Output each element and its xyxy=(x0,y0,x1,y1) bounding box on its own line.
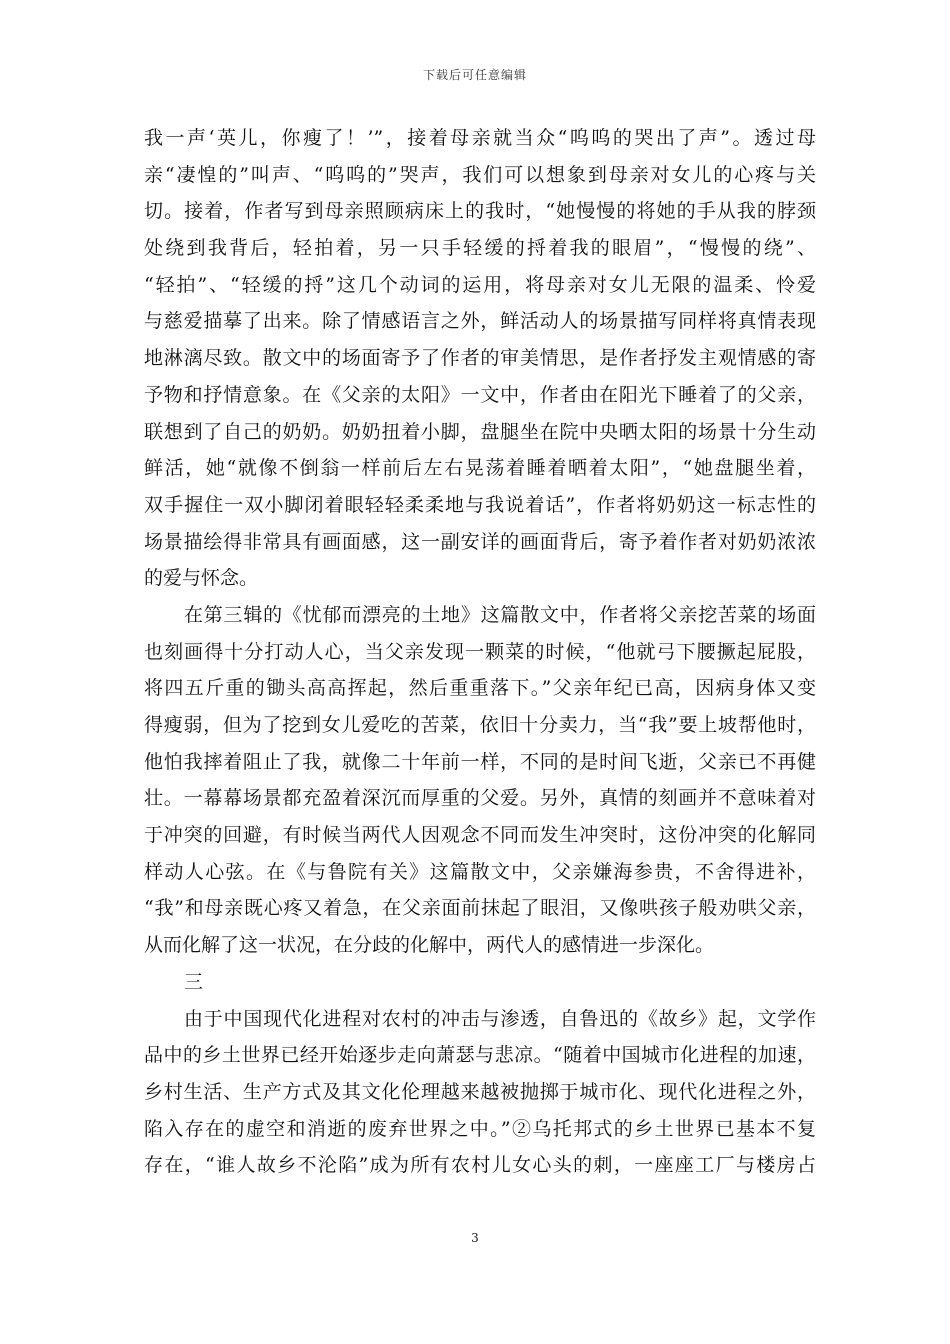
text-line-paragraph-end: 从而化解了这一状况，在分歧的化解中，两代人的感情进一步深化。 xyxy=(144,934,715,957)
text-line: 处绕到我背后，轻拍着，另一只手轻缓的捋着我的眼眉”，“慢慢的绕”、 xyxy=(144,237,816,260)
text-line: 样动人心弦。在《与鲁院有关》这篇散文中，父亲嫌海参贵，不舍得进补， xyxy=(144,860,816,883)
text-line: 壮。一幕幕场景都充盈着深沉而厚重的父爱。另外，真情的刻画并不意味着对 xyxy=(144,787,816,810)
text-line-paragraph-end: 的爱与怀念。 xyxy=(144,567,259,590)
text-line: 与慈爱描摹了出来。除了情感语言之外，鲜活动人的场景描写同样将真情表现 xyxy=(144,310,816,333)
text-line: 存在，“谁人故乡不沦陷”成为所有农村儿女心头的刺，一座座工厂与楼房占 xyxy=(144,1154,816,1177)
document-body xyxy=(144,120,816,1184)
text-line: 双手握住一双小脚闭着眼轻轻柔柔地与我说着话”，作者将奶奶这一标志性的 xyxy=(144,493,816,516)
text-line: 也刻画得十分打动人心，当父亲发现一颗菜的时候，“他就弓下腰撅起屁股， xyxy=(144,640,816,663)
section-heading: 三 xyxy=(184,970,204,993)
text-line: 得瘦弱，但为了挖到女儿爱吃的苦菜，依旧十分卖力，当“我”要上坡帮他时， xyxy=(144,714,816,736)
text-line-paragraph-start: 由于中国现代化进程对农村的冲击与渗透，自鲁迅的《故乡》起，文学作 xyxy=(184,1007,816,1030)
text-line: 场景描绘得非常具有画面感，这一副安详的画面背后，寄予着作者对奶奶浓浓 xyxy=(144,530,816,553)
text-line: 陷入存在的虚空和消逝的废弃世界之中。”②乌托邦式的乡土世界已基本不复 xyxy=(144,1117,816,1140)
text-line: 于冲突的回避，有时候当两代人因观念不同而发生冲突时，这份冲突的化解同 xyxy=(144,824,816,847)
text-line: 他怕我摔着阻止了我，就像二十年前一样，不同的是时间飞逝，父亲已不再健 xyxy=(144,750,816,773)
text-line: 乡村生活、生产方式及其文化伦理越来越被抛掷于城市化、现代化进程之外， xyxy=(144,1080,816,1103)
text-line: 鲜活，她“就像不倒翁一样前后左右晃荡着睡着晒着太阳”，“她盘腿坐着， xyxy=(144,457,816,480)
text-line: 切。接着，作者写到母亲照顾病床上的我时，“她慢慢的将她的手从我的脖颈 xyxy=(144,200,816,223)
text-line: 品中的乡土世界已经开始逐步走向萧瑟与悲凉。“随着中国城市化进程的加速， xyxy=(144,1044,816,1067)
text-line-paragraph-start: 在第三辑的《忧郁而漂亮的土地》这篇散文中，作者将父亲挖苦菜的场面 xyxy=(184,603,816,626)
text-line: 地淋漓尽致。散文中的场面寄予了作者的审美情思，是作者抒发主观情感的寄 xyxy=(144,347,816,370)
text-line: “我”和母亲既心疼又着急，在父亲面前抹起了眼泪，又像哄孩子般劝哄父亲， xyxy=(144,897,816,920)
page-number: 3 xyxy=(471,1231,479,1245)
text-line: 将四五斤重的锄头高高挥起，然后重重落下。”父亲年纪已高，因病身体又变 xyxy=(144,677,816,700)
text-line: 联想到了自己的奶奶。奶奶扭着小脚，盘腿坐在院中央晒太阳的场景十分生动 xyxy=(144,420,816,443)
text-line: 亲“凄惶的”叫声、“呜呜的”哭声，我们可以想象到母亲对女儿的心疼与关 xyxy=(144,163,816,186)
text-line: “轻拍”、“轻缓的捋”这几个动词的运用，将母亲对女儿无限的温柔、怜爱 xyxy=(144,273,816,296)
page-header: 下载后可任意编辑 xyxy=(422,68,527,82)
text-line: 予物和抒情意象。在《父亲的太阳》一文中，作者由在阳光下睡着了的父亲， xyxy=(144,383,816,406)
text-line: 我一声‘英儿，你瘦了！’”，接着母亲就当众“呜呜的哭出了声”。透过母 xyxy=(144,127,816,149)
